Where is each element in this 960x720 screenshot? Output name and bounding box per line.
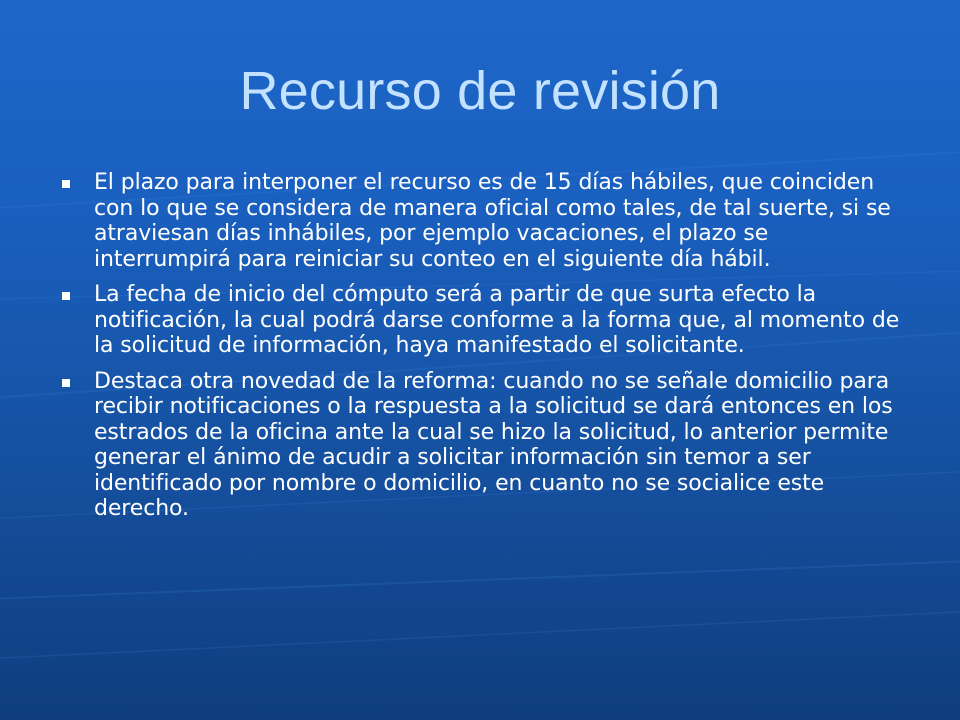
- square-bullet-icon: [62, 292, 70, 300]
- bullet-text: Destaca otra novedad de la reforma: cuando no se señale domicilio para recibir notificaciones o la respuesta a la solicitud se dará entonces en los estrados de la oficina ante la cual se hizo la solicitud, lo anterior permite generar el ánimo de acudir a solicitar información sin temor a ser identificado por nombre o domicilio, en cuanto no se socialice este derecho.: [94, 368, 893, 521]
- bullet-text: La fecha de inicio del cómputo será a partir de que surta efecto la notificación, la cual podrá darse conforme a la forma que, al momento de la solicitud de información, haya manifestado el solicitante.: [94, 282, 900, 358]
- bullet-item: [60, 170, 905, 272]
- slide-title: Recurso de revisión: [239, 61, 721, 121]
- square-bullet-icon: [62, 379, 70, 387]
- bullet-list: [60, 170, 905, 532]
- square-bullet-icon: [62, 180, 70, 188]
- bullet-item: [60, 282, 905, 359]
- bullet-text: El plazo para interponer el recurso es de 15 días hábiles, que coinciden con lo que se considera de manera oficial como tales, de tal suerte, si se atraviesan días inhábiles, por ejemplo vacaciones, el plazo se interrumpirá para reiniciar su conteo en el siguiente día hábil.: [94, 170, 891, 272]
- bullet-item: [60, 369, 905, 522]
